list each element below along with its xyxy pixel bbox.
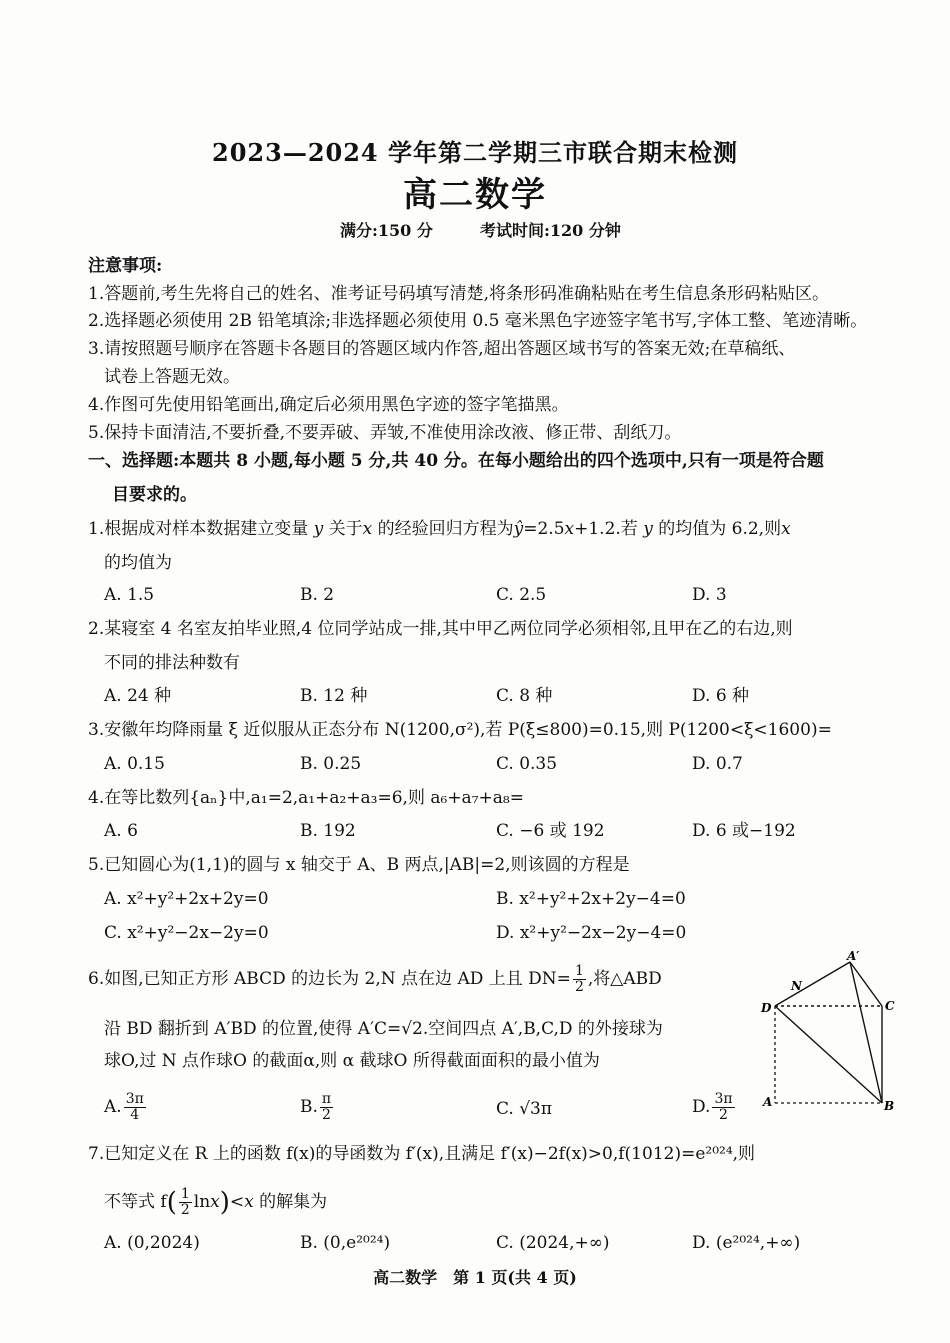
q1-option-a: A. 1.5 [104,585,155,605]
exam-subject: 高二数学 [403,175,547,215]
section-heading: 一、选择题:本题共 8 小题,每小题 5 分,共 40 分。在每小题给出的四个选项中,只有一项是符合题 [88,451,824,471]
question-2-stem-cont: 不同的排法种数有 [104,653,240,673]
time-info: 考试时间:120 分钟 [480,221,621,240]
figure-label-n: N [791,979,802,993]
q6-option-d: D. $\frac{3\pi}{2}$ [692,1091,733,1123]
q4-option-b: B. 192 [300,821,356,841]
question-2-stem: 2.某寝室 4 名室友拍毕业照,4 位同学站成一排,其中甲乙两位同学必须相邻,且甲在乙的右边,则 [88,619,793,639]
q7-option-d: D. (e²⁰²⁴,+∞) [692,1233,801,1253]
q2-option-a: A. 24 种 [104,686,172,706]
figure-label-a: A [763,1095,773,1109]
notice-item: 试卷上答题无效。 [104,367,240,387]
score-info: 满分:150 分 [340,221,433,240]
question-1-stem: 1.根据成对样本数据建立变量 y 关于x 的经验回归方程为ŷ=2.5x+1.2.若 y 的均值为 6.2,则x [88,519,791,539]
exam-title: 2023—2024 学年第二学期三市联合期末检测 [212,138,738,167]
figure-label-c: C [885,999,895,1013]
q7-option-a: A. (0,2024) [104,1233,200,1253]
question-4-stem: 4.在等比数列{aₙ}中,a₁=2,a₁+a₂+a₃=6,则 a₆+a₇+a₈= [88,788,524,808]
page-footer: 高二数学 第 1 页(共 4 页) [373,1268,577,1287]
question-6-stem-cont: 沿 BD 翻折到 A′BD 的位置,使得 A′C=√2.空间四点 A′,B,C,D 的外接球为 [104,1019,663,1039]
q1-option-d: D. 3 [692,585,727,605]
figure-label-d: D [761,1001,772,1015]
q3-option-d: D. 0.7 [692,754,743,774]
q2-option-c: C. 8 种 [496,686,553,706]
q3-option-a: A. 0.15 [104,754,165,774]
question-5-stem: 5.已知圆心为(1,1)的圆与 x 轴交于 A、B 两点,|AB|=2,则该圆的方程是 [88,855,630,875]
figure-label-a-prime: A′ [847,949,860,963]
notice-item: 3.请按照题号顺序在答题卡各题目的答题区域内作答,超出答题区域书写的答案无效;在草稿纸、 [88,339,796,359]
question-6-stem-cont2: 球O,过 N 点作球O 的截面α,则 α 截球O 所得截面面积的最小值为 [104,1051,600,1071]
q6-option-c: C. √3π [496,1099,553,1119]
section-heading-cont: 目要求的。 [112,485,197,505]
notice-item: 2.选择题必须使用 2B 铅笔填涂;非选择题必须使用 0.5 毫米黑色字迹签字笔书写,字体工整、笔迹清晰。 [88,311,868,331]
q7-option-b: B. (0,e²⁰²⁴) [300,1233,391,1253]
question-7-stem: 7.已知定义在 R 上的函数 f(x)的导函数为 f′(x),且满足 f′(x)−2f(x)>0,f(1012)=e²⁰²⁴,则 [88,1144,756,1164]
q5-option-b: B. x²+y²+2x+2y−4=0 [496,889,686,909]
figure-label-b: B [884,1099,895,1113]
q6-option-a: A. $\frac{3\pi}{4}$ [104,1091,144,1123]
q4-option-c: C. −6 或 192 [496,821,605,841]
q2-option-d: D. 6 种 [692,686,750,706]
q7-option-c: C. (2024,+∞) [496,1233,610,1253]
folded-square-figure [755,948,905,1118]
q3-option-c: C. 0.35 [496,754,558,774]
q3-option-b: B. 0.25 [300,754,362,774]
q5-option-a: A. x²+y²+2x+2y=0 [104,889,269,909]
q4-option-a: A. 6 [104,821,138,841]
notice-heading: 注意事项: [88,256,163,276]
q4-option-d: D. 6 或−192 [692,821,796,841]
question-7-stem-cont: 不等式 f( $\frac{1}{2}$ lnx)<x 的解集为 [104,1186,328,1218]
notice-item: 4.作图可先使用铅笔画出,确定后必须用黑色字迹的签字笔描黑。 [88,395,569,415]
notice-item: 5.保持卡面清洁,不要折叠,不要弄破、弄皱,不准使用涂改液、修正带、刮纸刀。 [88,423,682,443]
q6-option-b: B. $\frac{\pi}{2}$ [300,1091,332,1123]
q5-option-c: C. x²+y²−2x−2y=0 [104,923,269,943]
fraction: $\frac{1}{2}$ [574,963,584,995]
q1-option-c: C. 2.5 [496,585,547,605]
question-1-stem-cont: 的均值为 [104,553,172,573]
q5-option-d: D. x²+y²−2x−2y−4=0 [496,923,687,943]
q1-option-b: B. 2 [300,585,335,605]
question-3-stem: 3.安徽年均降雨量 ξ 近似服从正态分布 N(1200,σ²),若 P(ξ≤800)=0.15,则 P(1200<ξ<1600)= [88,720,832,740]
notice-item: 1.答题前,考生先将自己的姓名、准考证号码填写清楚,将条形码准确粘贴在考生信息条形码粘贴区。 [88,284,830,304]
question-6-stem: 6.如图,已知正方形 ABCD 的边长为 2,N 点在边 AD 上且 DN= $\frac{1}{2}$ ,将△ABD [88,963,662,995]
q2-option-b: B. 12 种 [300,686,368,706]
